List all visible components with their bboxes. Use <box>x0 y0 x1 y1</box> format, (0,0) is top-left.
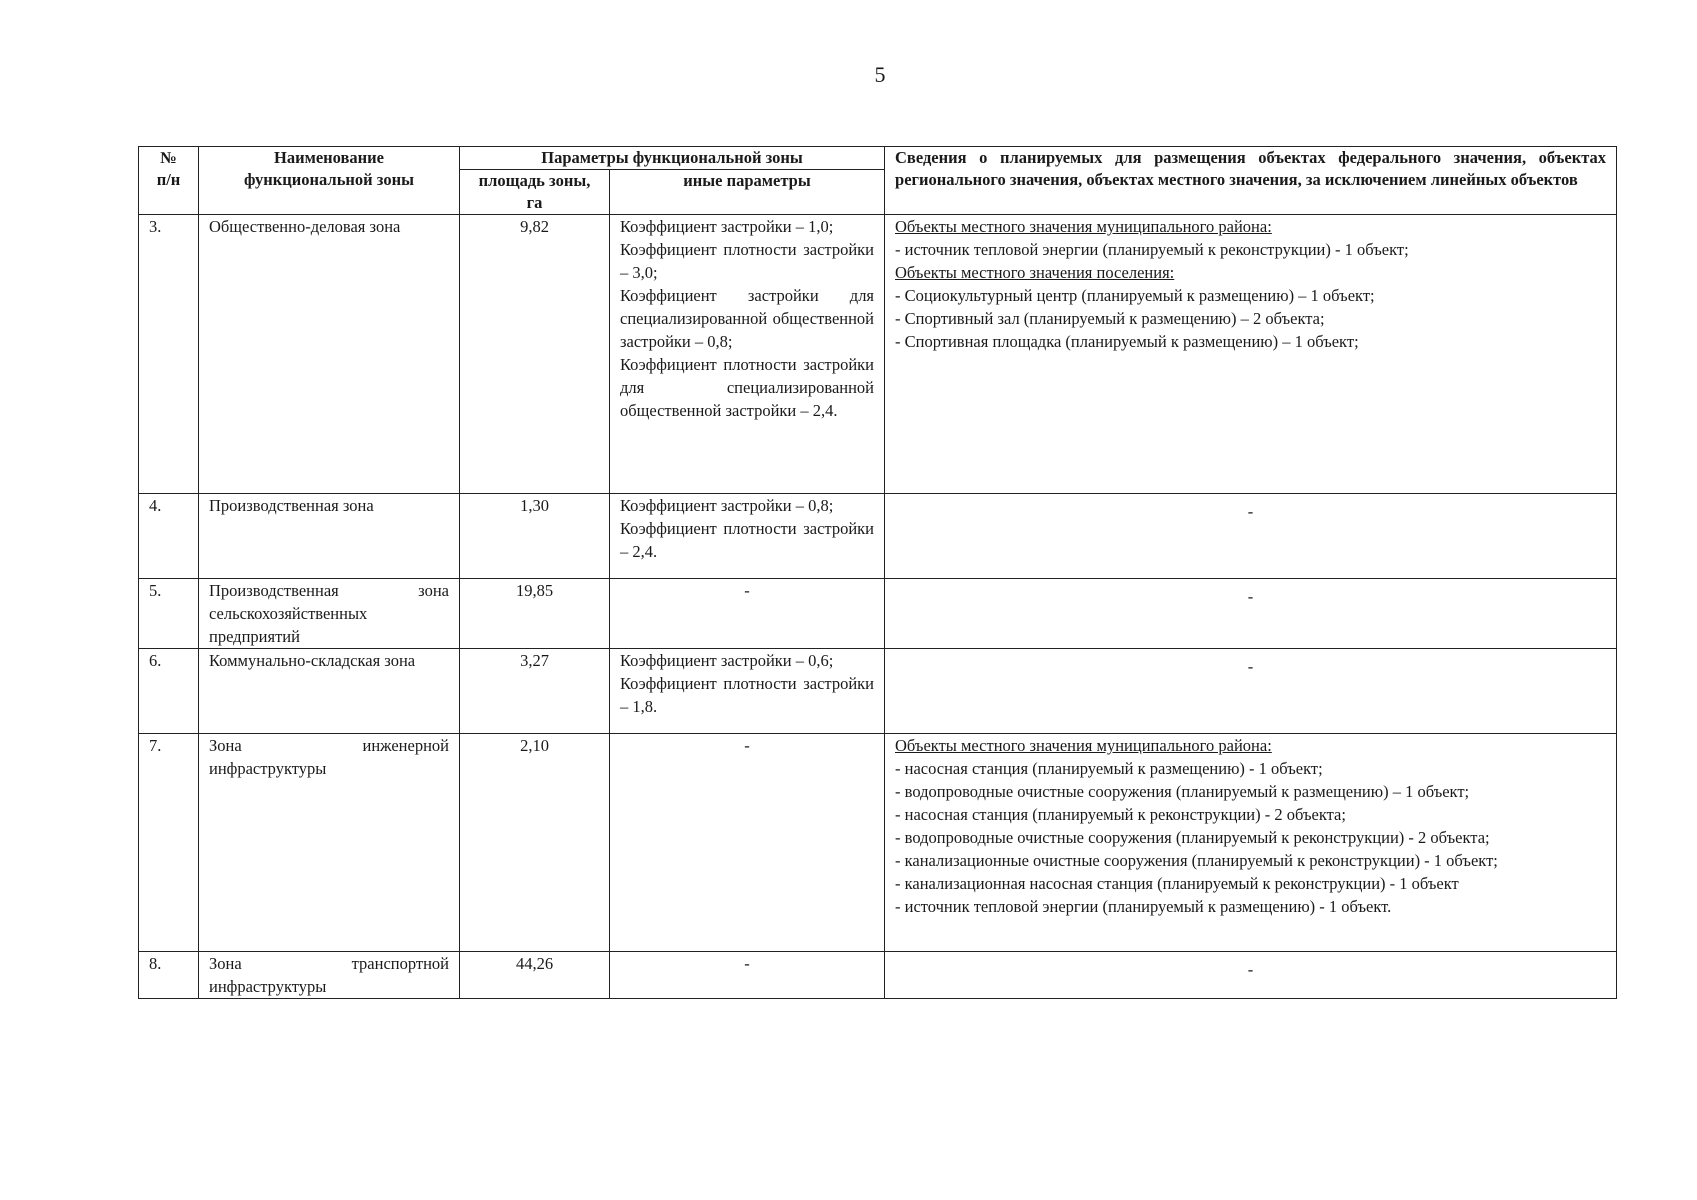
zone-name: Производственная зона сельскохозяйственных предприятий <box>199 579 460 649</box>
parameter-item: Коэффициент застройки – 1,0; <box>620 217 834 236</box>
planned-object-item: - источник тепловой энергии (планируемый к размещению) - 1 объект. <box>895 897 1392 916</box>
row-number: 7. <box>139 734 199 952</box>
table-row <box>139 952 1617 999</box>
planned-objects <box>885 734 1617 952</box>
planned-object-item: - источник тепловой энергии (планируемый к реконструкции) - 1 объект; <box>895 240 1409 259</box>
row-number: 4. <box>139 494 199 579</box>
header-zone-parameters: Параметры функциональной зоны <box>460 147 885 170</box>
planned-objects-empty: - <box>885 649 1617 734</box>
table-header <box>139 147 1617 215</box>
header-number: № п/н <box>139 147 199 215</box>
planned-object-item: - Спортивная площадка (планируемый к размещению) – 1 объект; <box>895 332 1359 351</box>
parameter-item: Коэффициент плотности застройки – 1,8. <box>620 674 875 716</box>
other-parameters <box>610 649 885 734</box>
planned-object-item: - насосная станция (планируемый к реконструкции) - 2 объекта; <box>895 805 1346 824</box>
zone-area: 1,30 <box>460 494 610 579</box>
row-number: 8. <box>139 952 199 999</box>
header-zone-name: Наименование функциональной зоны <box>199 147 460 215</box>
planned-objects-empty: - <box>885 494 1617 579</box>
other-parameters <box>610 494 885 579</box>
parameter-item: Коэффициент застройки – 0,8; <box>620 496 834 515</box>
zone-area: 19,85 <box>460 579 610 649</box>
planned-object-item: - водопроводные очистные сооружения (планируемый к размещению) – 1 объект; <box>895 782 1470 801</box>
header-zone-area: площадь зоны, га <box>460 170 610 215</box>
parameter-item: Коэффициент застройки – 0,6; <box>620 651 834 670</box>
header-other-parameters: иные параметры <box>610 170 885 215</box>
planned-object-item: - канализационная насосная станция (планируемый к реконструкции) - 1 объект <box>895 874 1459 893</box>
planned-object-item: - водопроводные очистные сооружения (планируемый к реконструкции) - 2 объекта; <box>895 828 1490 847</box>
zone-area: 9,82 <box>460 215 610 494</box>
row-number: 5. <box>139 579 199 649</box>
row-number: 6. <box>139 649 199 734</box>
table-body <box>139 215 1617 999</box>
zone-name: Зона инженерной инфраструктуры <box>199 734 460 952</box>
row-number: 3. <box>139 215 199 494</box>
other-parameters <box>610 215 885 494</box>
table-row <box>139 494 1617 579</box>
other-parameters-empty: - <box>610 579 885 649</box>
objects-category-heading: Объекты местного значения поселения: <box>895 263 1175 282</box>
zone-area: 44,26 <box>460 952 610 999</box>
zone-name: Общественно-деловая зона <box>199 215 460 494</box>
other-parameters-empty: - <box>610 952 885 999</box>
parameter-item: Коэффициент плотности застройки – 2,4. <box>620 519 875 561</box>
table-row <box>139 734 1617 952</box>
planned-object-item: - насосная станция (планируемый к размещению) - 1 объект; <box>895 759 1323 778</box>
parameter-item: Коэффициент плотности застройки для специализированной общественной застройки – 2,4. <box>620 355 875 420</box>
parameter-item: Коэффициент застройки для специализированной общественной застройки – 0,8; <box>620 286 875 351</box>
table-row <box>139 579 1617 649</box>
planned-object-item: - Социокультурный центр (планируемый к размещению) – 1 объект; <box>895 286 1375 305</box>
table-row <box>139 215 1617 494</box>
zone-area: 3,27 <box>460 649 610 734</box>
zone-name: Производственная зона <box>199 494 460 579</box>
zone-name: Коммунально-складская зона <box>199 649 460 734</box>
header-planned-objects: Сведения о планируемых для размещения объектах федерального значения, объектах регионального значения, объектах местного значения, за исключением линейных объектов <box>885 147 1617 215</box>
planned-objects-empty: - <box>885 579 1617 649</box>
parameter-item: Коэффициент плотности застройки – 3,0; <box>620 240 875 282</box>
zone-name: Зона транспортной инфраструктуры <box>199 952 460 999</box>
page-number: 5 <box>874 62 886 87</box>
table-row <box>139 649 1617 734</box>
planned-objects-empty: - <box>885 952 1617 999</box>
planned-object-item: - Спортивный зал (планируемый к размещению) – 2 объекта; <box>895 309 1325 328</box>
other-parameters-empty: - <box>610 734 885 952</box>
zone-area: 2,10 <box>460 734 610 952</box>
objects-category-heading: Объекты местного значения муниципального района: <box>895 736 1272 755</box>
planned-objects <box>885 215 1617 494</box>
objects-category-heading: Объекты местного значения муниципального района: <box>895 217 1272 236</box>
functional-zones-table <box>138 146 1617 999</box>
planned-object-item: - канализационные очистные сооружения (планируемый к реконструкции) - 1 объект; <box>895 851 1498 870</box>
